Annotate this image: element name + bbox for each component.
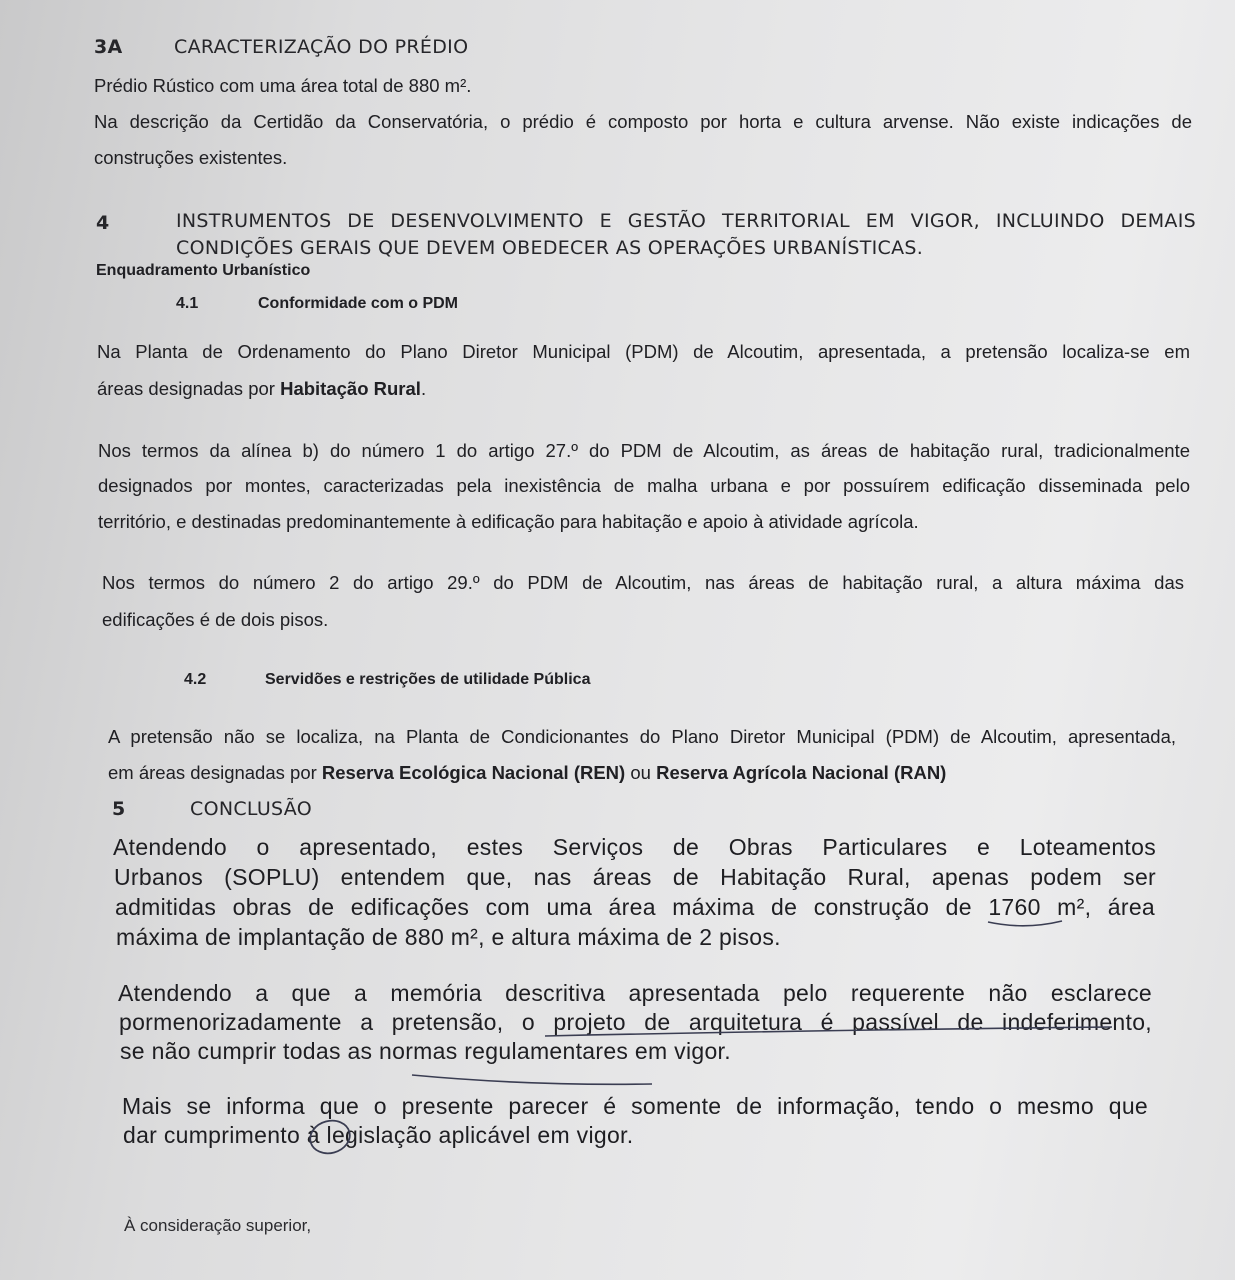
conclusion-paragraph-line: dar cumprimento à legislação aplicável em vigor. xyxy=(123,1122,634,1148)
pen-underline xyxy=(412,1075,652,1084)
s41-paragraph-line: edificações é de dois pisos. xyxy=(102,609,329,630)
s42-paragraph-line: em áreas designadas por Reserva Ecológica Nacional (REN) ou Reserva Agrícola Nacional (RAN) xyxy=(108,762,947,783)
s41-paragraph-line: Nos termos do número 2 do artigo 29.º do PDM de Alcoutim, nas áreas de habitação rural, a altura máxima das xyxy=(102,572,1184,593)
s42-paragraph-line: A pretensão não se localiza, na Planta de Condicionantes do Plano Diretor Municipal (PDM) de Alcoutim, apresentada, xyxy=(108,726,1176,747)
s41-paragraph-line: Na Planta de Ordenamento do Plano Diretor Municipal (PDM) de Alcoutim, apresentada, a pretensão localiza-se em xyxy=(97,341,1190,362)
subsection-4-1-number: 4.1 xyxy=(176,295,199,312)
subsection-4-1-title: Conformidade com o PDM xyxy=(258,295,459,312)
conclusion-paragraph-line: Atendendo o apresentado, estes Serviços de Obras Particulares e Loteamentos xyxy=(113,834,1156,860)
s3a-area-text: Prédio Rústico com uma área total de 880 m². xyxy=(94,75,472,96)
s41-paragraph-line: áreas designadas por Habitação Rural. xyxy=(97,378,427,399)
section-4-title-line: CONDIÇÕES GERAIS QUE DEVEM OBEDECER AS OPERAÇÕES URBANÍSTICAS. xyxy=(176,237,924,259)
s41-paragraph-line: Nos termos da alínea b) do número 1 do artigo 27.º do PDM de Alcoutim, as áreas de habitação rural, tradicionalmente xyxy=(98,440,1190,461)
conclusion-paragraph-line: Urbanos (SOPLU) entendem que, nas áreas de Habitação Rural, apenas podem ser xyxy=(114,864,1156,890)
closing-line: À consideração superior, xyxy=(124,1216,312,1235)
ren-bold: Reserva Ecológica Nacional (REN) xyxy=(321,762,626,783)
section-4-number: 4 xyxy=(96,212,110,234)
section-5-title: CONCLUSÃO xyxy=(190,798,312,820)
subsection-4-2-title: Servidões e restrições de utilidade Pública xyxy=(265,671,591,688)
section-number: 3A xyxy=(94,36,123,58)
conclusion-paragraph-line: Mais se informa que o presente parecer é somente de informação, tendo o mesmo que xyxy=(122,1093,1148,1119)
section-title: CARACTERIZAÇÃO DO PRÉDIO xyxy=(174,36,469,58)
conclusion-paragraph-line: máxima de implantação de 880 m², e altura máxima de 2 pisos. xyxy=(116,924,781,950)
conclusion-paragraph-line: pormenorizadamente a pretensão, o projeto de arquitetura é passível de indeferimento, xyxy=(119,1009,1152,1035)
s41-paragraph-line: designados por montes, caracterizadas pela inexistência de malha urbana e por possuírem edificação disseminada pelo xyxy=(98,475,1190,496)
section-5-number: 5 xyxy=(112,798,126,820)
conclusion-paragraph-line: se não cumprir todas as normas regulamentares em vigor. xyxy=(120,1038,731,1064)
s41-paragraph-line: território, e destinadas predominantemente à edificação para habitação e apoio à atividade agrícola. xyxy=(98,511,919,532)
habitacao-rural-bold: Habitação Rural xyxy=(280,378,421,399)
enquadramento-subheading: Enquadramento Urbanístico xyxy=(96,262,311,279)
s3a-paragraph-line: construções existentes. xyxy=(94,147,288,168)
conclusion-paragraph-line: Atendendo a que a memória descritiva apresentada pelo requerente não esclarece xyxy=(118,980,1152,1006)
s3a-paragraph-line: Na descrição da Certidão da Conservatória, o prédio é composto por horta e cultura arvense. Não existe indicações de xyxy=(94,111,1192,132)
ran-bold: Reserva Agrícola Nacional (RAN) xyxy=(656,762,947,783)
conclusion-paragraph-line: admitidas obras de edificações com uma área máxima de construção de 1760 m², área xyxy=(115,894,1155,920)
section-4-title-line: INSTRUMENTOS DE DESENVOLVIMENTO E GESTÃO TERRITORIAL EM VIGOR, INCLUINDO DEMAIS xyxy=(176,210,1196,232)
section-3a-heading xyxy=(94,36,469,58)
subsection-4-2-number: 4.2 xyxy=(184,671,207,688)
